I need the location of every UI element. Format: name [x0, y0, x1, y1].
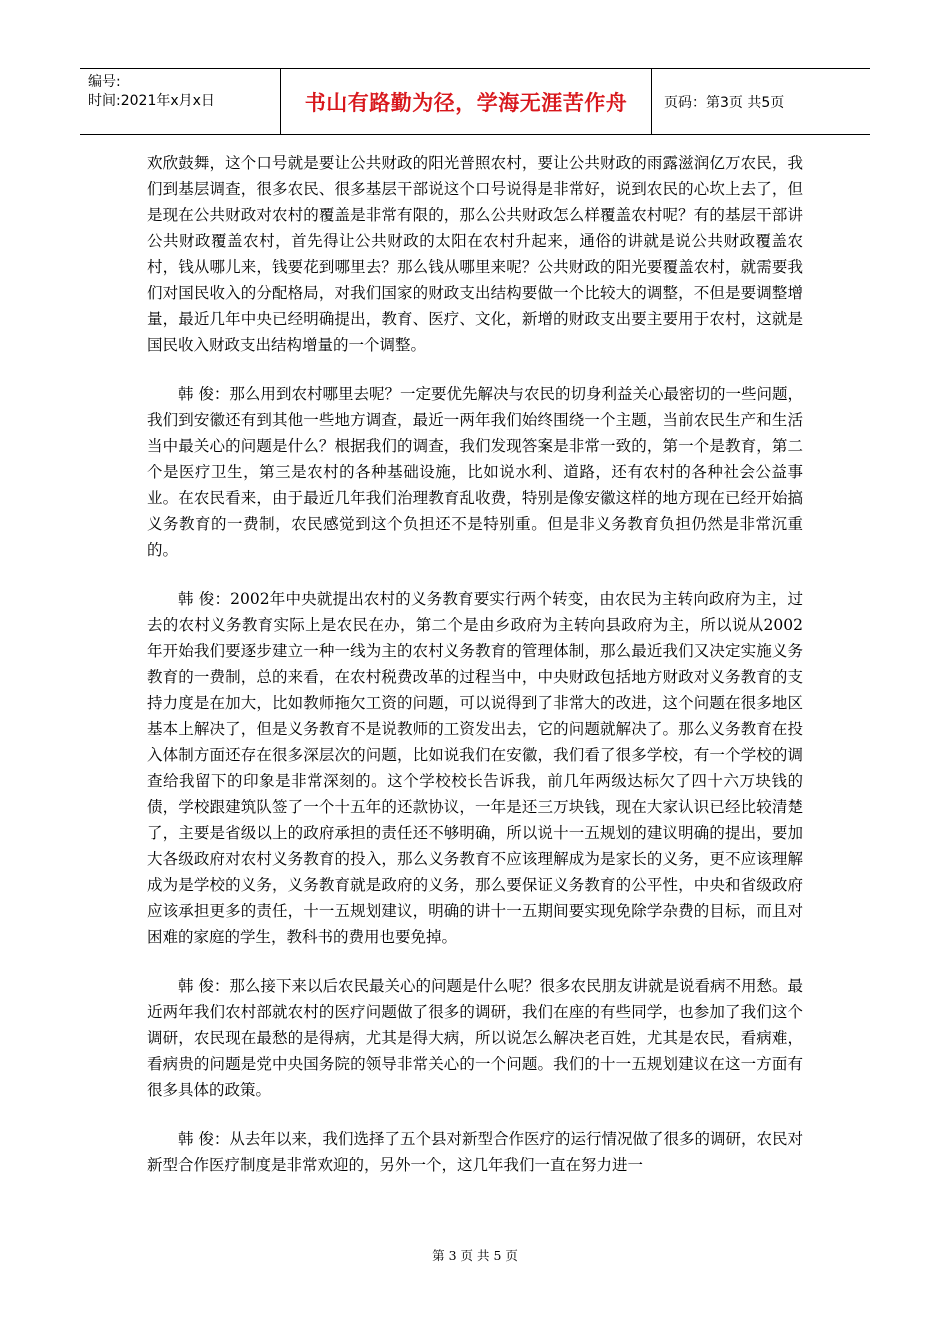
- document-body: [147, 150, 803, 1201]
- page-footer: [0, 1246, 950, 1264]
- header-motto-cell: [280, 69, 652, 134]
- header-page-code: 页码：第3页 共5页: [664, 94, 785, 111]
- document-number-label: 编号:: [88, 74, 121, 90]
- footer-page-number: 第 3 页 共 5 页: [432, 1248, 518, 1263]
- page-header: [80, 68, 870, 135]
- paragraph-3: 韩 俊：2002年中央就提出农村的义务教育要实行两个转变，由农民为主转向政府为主，过去的农村义务教育实际上是农民在办，第二个是由乡政府为主转向县政府为主，所以说从2002年开始我们要逐步建立一种一线为主的农村义务教育的管理体制，那么最近我们又决定实施义务教育的一费制，总的来看，在农村税费改革的过程当中，中央财政包括地方财政对义务教育的支持力度是在加大，比如教师拖欠工资的问题，可以说得到了非常大的改进，这个问题在很多地区基本上解决了，但是义务教育不是说教师的工资发出去，它的问题就解决了。那么义务教育在投入体制方面还存在很多深层次的问题，比如说我们在安徽，我们看了很多学校，有一个学校的调查给我留下的印象是非常深刻的。这个学校校长告诉我，前几年两级达标欠了四十六万块钱的债，学校跟建筑队签了一个十五年的还款协议，一年是还三万块钱，现在大家认识已经比较清楚了，主要是省级以上的政府承担的责任还不够明确，所以说十一五规划的建议明确的提出，要加大各级政府对农村义务教育的投入，那么义务教育不应该理解成为是家长的义务，更不应该理解成为是学校的义务，义务教育就是政府的义务，那么要保证义务教育的公平性，中央和省级政府应该承担更多的责任，十一五规划建议，明确的讲十一五期间要实现免除学杂费的目标，而且对困难的家庭的学生，教科书的费用也要免掉。: [147, 590, 803, 946]
- header-motto: 书山有路勤为径，学海无涯苦作舟: [304, 90, 628, 115]
- paragraph-4: 韩 俊：那么接下来以后农民最关心的问题是什么呢？很多农民朋友讲就是说看病不用愁。最近两年我们农村部就农村的医疗问题做了很多的调研，我们在座的有些同学，也参加了我们这个调研，农民现在最愁的是得病，尤其是得大病，所以说怎么解决老百姓，尤其是农民，看病难，看病贵的问题是党中央国务院的领导非常关心的一个问题。我们的十一五规划建议在这一方面有很多具体的政策。: [147, 977, 803, 1099]
- paragraph-5: 韩 俊：从去年以来，我们选择了五个县对新型合作医疗的运行情况做了很多的调研，农民对新型合作医疗制度是非常欢迎的，另外一个，这几年我们一直在努力进一: [147, 1130, 803, 1174]
- document-time-label: 时间:2021年x月x日: [88, 93, 215, 109]
- header-page-code-cell: [652, 69, 870, 134]
- paragraph-2: 韩 俊：那么用到农村哪里去呢？一定要优先解决与农民的切身利益关心最密切的一些问题，我们到安徽还有到其他一些地方调查，最近一两年我们始终围绕一个主题，当前农民生产和生活当中最关心的问题是什么？根据我们的调查，我们发现答案是非常一致的，第一个是教育，第二个是医疗卫生，第三是农村的各种基础设施，比如说水利、道路，还有农村的各种社会公益事业。在农民看来，由于最近几年我们治理教育乱收费，特别是像安徽这样的地方现在已经开始搞义务教育的一费制，农民感觉到这个负担还不是特别重。但是非义务教育负担仍然是非常沉重的。: [147, 385, 803, 559]
- paragraph-continuation: 欢欣鼓舞，这个口号就是要让公共财政的阳光普照农村，要让公共财政的雨露滋润亿万农民，我们到基层调查，很多农民、很多基层干部说这个口号说得是非常好，说到农民的心坎上去了，但是现在公共财政对农村的覆盖是非常有限的，那么公共财政怎么样覆盖农村呢？有的基层干部讲公共财政覆盖农村，首先得让公共财政的太阳在农村升起来，通俗的讲就是说公共财政覆盖农村，钱从哪儿来，钱要花到哪里去？那么钱从哪里来呢？公共财政的阳光要覆盖农村，就需要我们对国民收入的分配格局，对我们国家的财政支出结构要做一个比较大的调整，不但是要调整增量，最近几年中央已经明确提出，教育、医疗、文化，新增的财政支出要主要用于农村，这就是国民收入财政支出结构增量的一个调整。: [147, 154, 803, 354]
- header-meta: [80, 69, 280, 134]
